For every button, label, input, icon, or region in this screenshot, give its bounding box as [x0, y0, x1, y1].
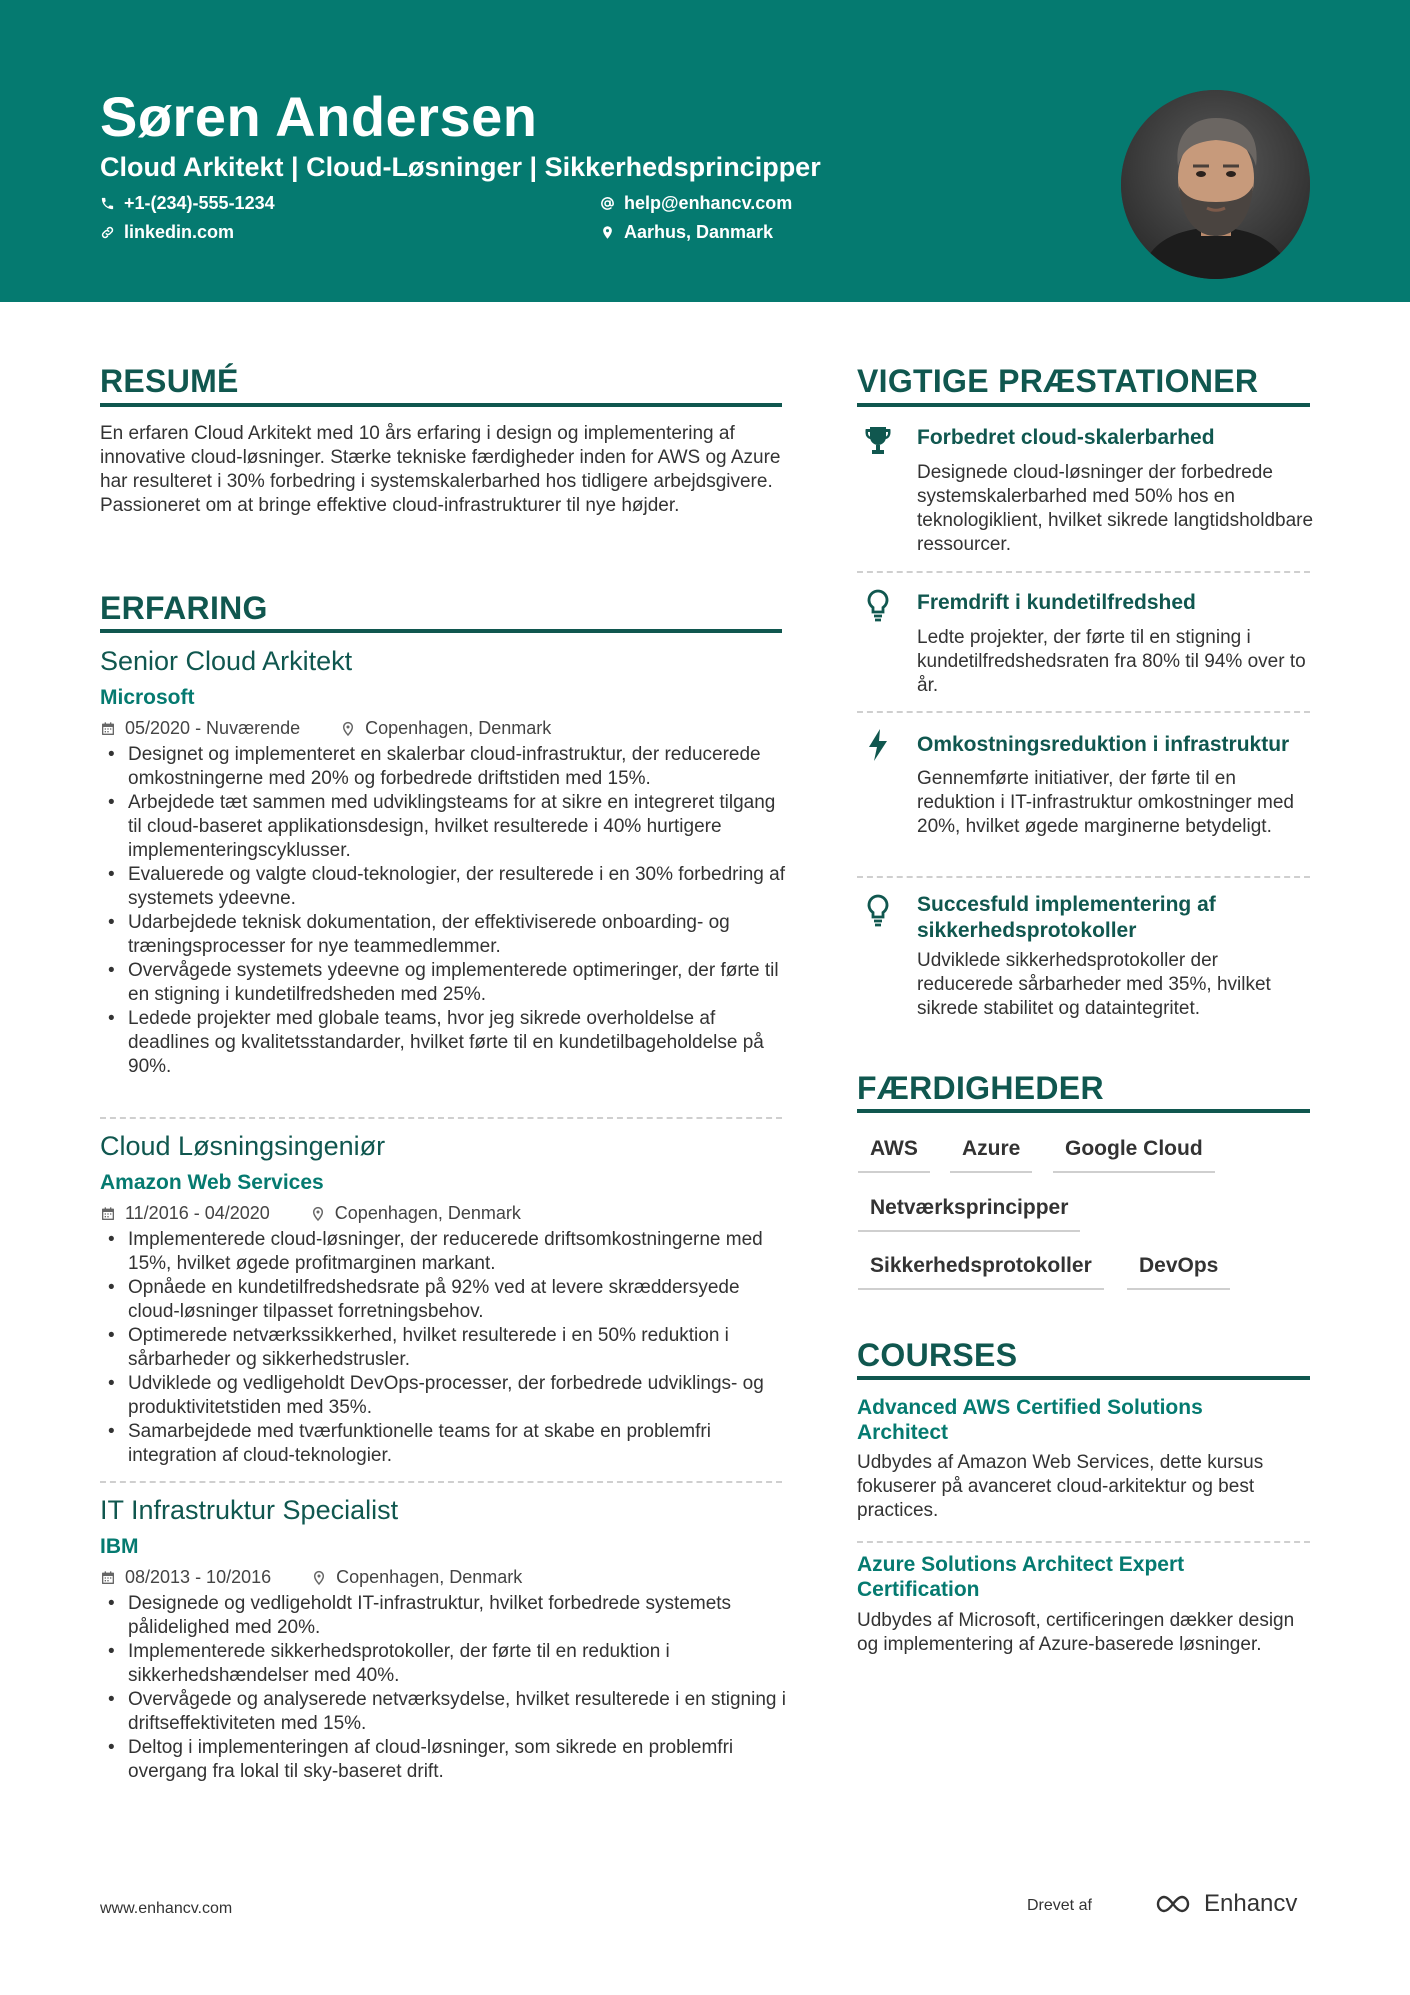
company-name: Amazon Web Services	[100, 1171, 324, 1194]
calendar-icon	[100, 721, 116, 737]
portrait-illustration	[1121, 90, 1310, 279]
bullet-item: • Arbejdede tæt sammen med udviklingsteams for at sikre en integreret tilgang til cloud-baseret applikationsdesign, hvilket resulterede i 40% hurtigere implementeringscyklusser.	[100, 791, 790, 863]
course-text: Udbydes af Microsoft, certificeringen dækker design og implementering af Azure-baserede løsninger.	[857, 1610, 1295, 1655]
job-divider	[100, 1117, 782, 1119]
footer-powered-by: Drevet af	[1027, 1897, 1092, 1914]
skill-tag: Google Cloud	[1053, 1137, 1215, 1173]
course-title: Advanced AWS Certified Solutions Architect	[857, 1396, 1203, 1444]
job-bullets	[100, 1228, 790, 1468]
linkedin-contact[interactable]	[100, 222, 234, 243]
job-meta	[100, 1567, 522, 1588]
achievement-title: Succesfuld implementering af sikkerhedsprotokoller	[917, 893, 1216, 942]
achievement-text: Designede cloud-løsninger der forbedrede systemskalerbarhed med 50% hos en teknologiklient, hvilket sikrede langtidsholdbare ressourcer.	[917, 462, 1314, 555]
summary-text: En erfaren Cloud Arkitekt med 10 års erfaring i design og implementering af innovative cloud-løsninger. Stærke tekniske færdigheder inden for AWS og Azure har resulteret i 30% forbedring i systemskalerbarhed hos tidligere arbejdsgivere. Passioneret om at bringe effektive cloud-infrastrukturer til nye højder.	[100, 423, 781, 516]
achievement-divider	[857, 711, 1310, 713]
bullet-item: • Implementerede sikkerhedsprotokoller, der førte til en reduktion i sikkerhedshændelser med 40%.	[100, 1640, 790, 1688]
skill-tag: DevOps	[1127, 1254, 1230, 1290]
courses-divider	[857, 1376, 1310, 1380]
phone-icon	[100, 196, 115, 211]
achievement-divider	[857, 876, 1310, 878]
bullet-item: • Overvågede og analyserede netværksydelse, hvilket resulterede i en stigning i driftseffektiviteten med 15%.	[100, 1688, 790, 1736]
footer-website[interactable]: www.enhancv.com	[100, 1900, 233, 1917]
achievements-divider	[857, 403, 1310, 407]
location-pin-icon	[600, 225, 615, 240]
profile-photo	[1121, 90, 1310, 279]
achievement-title: Fremdrift i kundetilfredshed	[917, 591, 1196, 614]
linkedin-text: linkedin.com	[124, 222, 235, 242]
achievement-text: Gennemførte initiativer, der førte til en reduktion i IT-infrastruktur omkostninger med 20%, hvilket øgede marginerne betydeligt.	[917, 768, 1294, 837]
achievement-text: Ledte projekter, der førte til en stigning i kundetilfredshedsraten fra 80% til 94% over to år.	[917, 627, 1306, 696]
location-contact	[600, 222, 773, 243]
bullet-item: • Designede og vedligeholdt IT-infrastruktur, hvilket forbedrede systemets pålidelighed med 20%.	[100, 1592, 790, 1640]
course-text: Udbydes af Amazon Web Services, dette kursus fokuserer på avanceret cloud-arkitektur og best practices.	[857, 1452, 1264, 1521]
achievement-title: Omkostningsreduktion i infrastruktur	[917, 733, 1290, 756]
summary-divider	[100, 403, 782, 407]
bullet-item: • Udviklede og vedligeholdt DevOps-processer, der forbedrede udviklings- og produktivitetstiden med 35%.	[100, 1372, 790, 1420]
skill-tag: Azure	[950, 1137, 1032, 1173]
job-title: Cloud Løsningsingeniør	[100, 1131, 386, 1161]
candidate-name: Søren Andersen	[100, 85, 538, 148]
skills-heading: FÆRDIGHEDER	[857, 1070, 1104, 1106]
job-location: Copenhagen, Denmark	[365, 718, 552, 738]
calendar-icon	[100, 1206, 116, 1222]
job-meta	[100, 718, 551, 739]
achievement-text: Udviklede sikkerhedsprotokoller der reducerede sårbarheder med 35%, hvilket sikrede stabilitet og dataintegritet.	[917, 950, 1271, 1019]
course-divider	[857, 1541, 1310, 1543]
bullet-item: • Overvågede systemets ydeevne og implementerede optimeringer, der førte til en stigning i kundetilfredsheden med 25%.	[100, 959, 790, 1007]
lightbulb-icon	[862, 588, 894, 622]
email-contact[interactable]	[600, 193, 792, 214]
job-dates: 05/2020 - Nuværende	[125, 718, 301, 738]
bullet-item: • Samarbejdede med tværfunktionelle teams for at skabe en problemfri integration af cloud-teknologier.	[100, 1420, 790, 1468]
at-icon	[600, 196, 615, 211]
summary-heading: RESUMÉ	[100, 363, 239, 399]
email-text: help@enhancv.com	[624, 193, 793, 213]
job-dates: 11/2016 - 04/2020	[125, 1203, 270, 1223]
achievement-divider	[857, 571, 1310, 573]
enhancv-logo[interactable]	[1148, 1890, 1297, 1918]
calendar-icon	[100, 1570, 116, 1586]
location-pin-icon	[311, 1570, 327, 1586]
candidate-tagline: Cloud Arkitekt | Cloud-Løsninger | Sikkerhedsprincipper	[100, 152, 821, 182]
enhancv-logo-icon	[1148, 1892, 1194, 1916]
job-bullets	[100, 1592, 790, 1784]
job-location: Copenhagen, Denmark	[334, 1203, 521, 1223]
job-divider	[100, 1481, 782, 1483]
header	[0, 0, 1410, 302]
bullet-item: • Optimerede netværkssikkerhed, hvilket resulterede i en 50% reduktion i sårbarheder og sikkerhedstrusler.	[100, 1324, 790, 1372]
location-pin-icon	[310, 1206, 326, 1222]
achievements-heading: VIGTIGE PRÆSTATIONER	[857, 363, 1259, 399]
courses-heading: COURSES	[857, 1337, 1018, 1373]
bullet-item: • Evaluerede og valgte cloud-teknologier, der resulterede i en 30% forbedring af systemets ydeevne.	[100, 863, 790, 911]
skills-divider	[857, 1109, 1310, 1113]
bullet-item: • Opnåede en kundetilfredshedsrate på 92% ved at levere skræddersyede cloud-løsninger tilpasset forretningsbehov.	[100, 1276, 790, 1324]
bullet-item: • Udarbejdede teknisk dokumentation, der effektiviserede onboarding- og træningsprocesser for nye teammedlemmer.	[100, 911, 790, 959]
phone-contact[interactable]	[100, 193, 275, 214]
course-title: Azure Solutions Architect Expert Certification	[857, 1553, 1185, 1601]
company-name: IBM	[100, 1535, 139, 1558]
bullet-item: • Deltog i implementeringen af cloud-løsninger, som sikrede en problemfri overgang fra lokal til sky-baseret drift.	[100, 1736, 790, 1784]
phone-text: +1-(234)-555-1234	[124, 193, 275, 213]
job-title: IT Infrastruktur Specialist	[100, 1495, 399, 1525]
job-location: Copenhagen, Denmark	[336, 1567, 523, 1587]
experience-heading: ERFARING	[100, 590, 268, 626]
enhancv-logo-text: Enhancv	[1204, 1890, 1298, 1917]
skill-tag: Sikkerhedsprotokoller	[858, 1254, 1104, 1290]
job-meta	[100, 1203, 521, 1224]
bullet-item: • Implementerede cloud-løsninger, der reducerede driftsomkostningerne med 15%, hvilket øgede profitmarginen markant.	[100, 1228, 790, 1276]
location-text: Aarhus, Danmark	[624, 222, 774, 242]
achievement-title: Forbedret cloud-skalerbarhed	[917, 426, 1215, 449]
bullet-item: • Ledede projekter med globale teams, hvor jeg sikrede overholdelse af deadlines og kvalitetsstandarder, hvilket førte til en kundetilbageholdelse på 90%.	[100, 1007, 790, 1079]
job-title: Senior Cloud Arkitekt	[100, 646, 353, 676]
bullet-item: • Designet og implementeret en skalerbar cloud-infrastruktur, der reducerede omkostningerne med 20% og forbedrede driftstiden med 15%.	[100, 743, 790, 791]
job-dates: 08/2013 - 10/2016	[125, 1567, 272, 1587]
lightning-icon	[862, 728, 894, 762]
skill-tag: AWS	[858, 1137, 930, 1173]
experience-divider	[100, 629, 782, 633]
link-icon	[100, 225, 115, 240]
company-name: Microsoft	[100, 686, 195, 709]
lightbulb-icon	[862, 893, 894, 927]
skill-tag: Netværksprincipper	[858, 1196, 1080, 1232]
trophy-icon	[862, 424, 894, 458]
location-pin-icon	[340, 721, 356, 737]
job-bullets	[100, 743, 790, 1079]
